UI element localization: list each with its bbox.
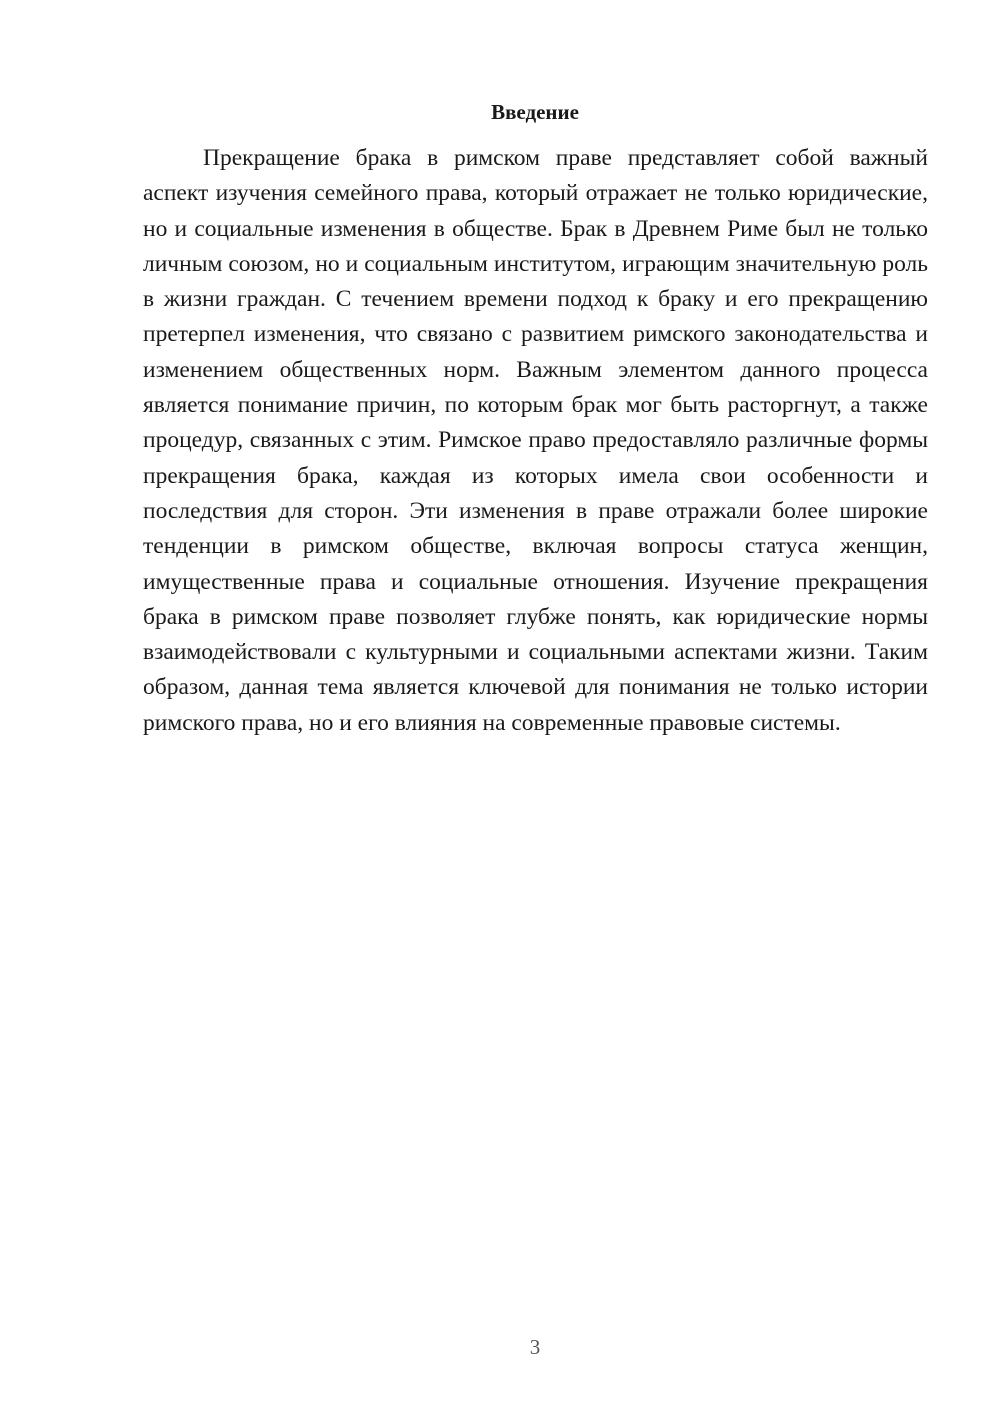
section-heading: Введение — [491, 100, 579, 124]
body-paragraph: Прекращение брака в римском праве представляет собой важный аспект изучения семейного права, который отражает не только юридические, но и социальные изменения в обществе. Брак в Древнем Риме был не только личным союзом, но и социальным институтом, играющим значительную роль в жизни граждан. С течением времени подход к браку и его прекращению претерпел изменения, что связано с развитием римского законодательства и изменением общественных норм. Важным элементом данного процесса является понимание причин, по которым брак мог быть расторгнут, а также процедур, связанных с этим. Римское право предоставляло различные формы прекращения брака, каждая из которых имела свои особенности и последствия для сторон. Эти изменения в праве отражали более широкие тенденции в римском обществе, включая вопросы статуса женщин, имущественные права и социальные отношения. Изучение прекращения брака в римском праве позволяет глубже понять, как юридические нормы взаимодействовали с культурными и социальными аспектами жизни. Таким образом, данная тема является ключевой для понимания не только истории римского права, но и его влияния на современные правовые системы. — [143, 145, 928, 736]
page-number: 3 — [529, 1335, 541, 1359]
